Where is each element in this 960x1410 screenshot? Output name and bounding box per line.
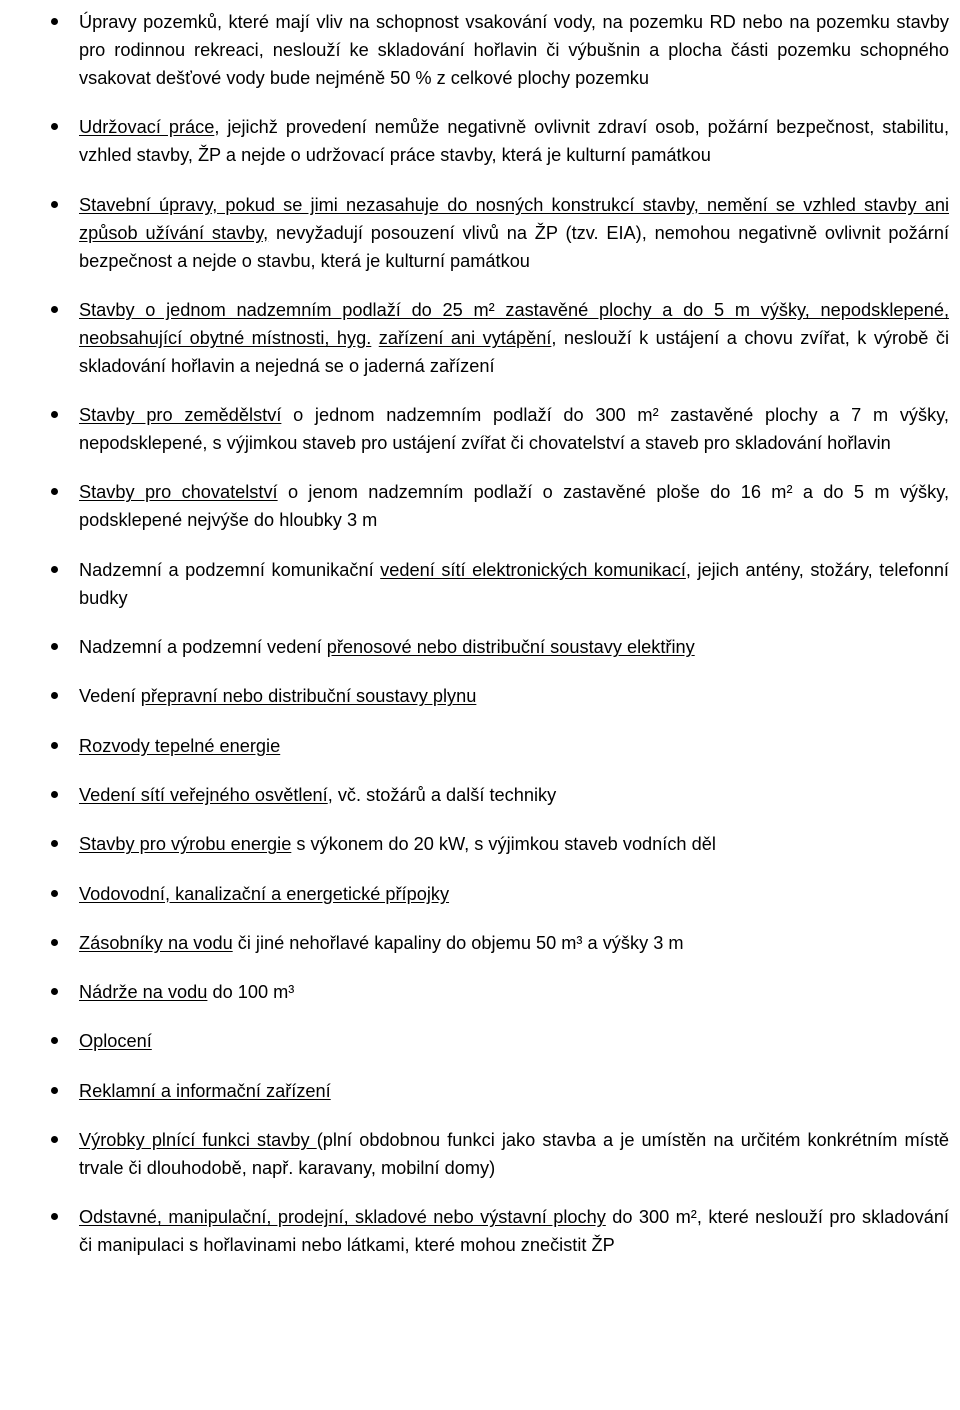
- underlined-term: Udržovací práce: [79, 117, 215, 138]
- text-run: Nadzemní a podzemní komunikační: [79, 559, 381, 580]
- bullet-icon: [51, 1087, 58, 1094]
- text-run: , neslouží k ustájení a chovu zvířat, k výrobě či skladování hořlavin a nejedná se o jaderná zařízení: [79, 327, 949, 376]
- underlined-term: Stavební úpravy, pokud se jimi nezasahuje do nosných konstrukcí stavby, nemění se vzhled stavby ani způsob užívání stavby,: [79, 194, 949, 243]
- bullet-icon: [51, 1037, 58, 1044]
- underlined-term: Stavby pro chovatelství: [79, 482, 278, 503]
- list-item: [0, 401, 949, 457]
- underlined-term: Stavby o jednom nadzemním podlaží do 25 m² zastavěné plochy a do 5 m výšky, nepodsklepené, neobsahující obytné místnosti, hyg.: [79, 299, 949, 348]
- text-run: Nadzemní a podzemní vedení: [79, 637, 327, 658]
- underlined-term: Reklamní a informační zařízení: [79, 1080, 331, 1101]
- text-run: o jednom nadzemním podlaží do 300 m² zastavěné plochy a 7 m výšky, nepodsklepené, s výjimkou staveb pro ustájení zvířat či chovatelství a staveb pro skladování hořlavin: [79, 405, 949, 454]
- bullet-icon: [51, 411, 58, 418]
- bullet-icon: [51, 742, 58, 749]
- bullet-icon: [51, 840, 58, 847]
- bullet-icon: [51, 988, 58, 995]
- list-item: [0, 830, 949, 858]
- underlined-term: přepravní nebo distribuční soustavy plynu: [140, 686, 477, 707]
- list-item: [0, 1203, 949, 1259]
- list-item: [0, 478, 949, 534]
- underlined-term: Výrobky plnící funkci stavby: [79, 1130, 317, 1151]
- text-run: o jenom nadzemním podlaží o zastavěné ploše do 16 m² a do 5 m výšky, podsklepené nejvýše do hloubky 3 m: [79, 482, 949, 531]
- list-item: [0, 682, 949, 710]
- text-run: , jejichž provedení nemůže negativně ovlivnit zdraví osob, požární bezpečnost, stabilitu, vzhled stavby, ŽP a nejde o udržovací práce stavby, která je kulturní památkou: [79, 117, 950, 166]
- underlined-term: Nádrže na vodu: [79, 982, 208, 1003]
- underlined-term: Stavby pro výrobu energie: [79, 834, 292, 855]
- bullet-icon: [51, 791, 58, 798]
- underlined-term: Vodovodní, kanalizační a energetické přípojky: [79, 883, 450, 904]
- bullet-icon: [51, 1213, 58, 1220]
- list-item: [0, 113, 949, 169]
- bullet-icon: [51, 306, 58, 313]
- list-item: [0, 929, 949, 957]
- text-run: do 100 m³: [207, 982, 295, 1003]
- underlined-term: Oplocení: [79, 1031, 152, 1052]
- bullet-icon: [51, 18, 58, 25]
- underlined-term: Stavby pro zemědělství: [79, 405, 282, 426]
- bullet-icon: [51, 692, 58, 699]
- text-run: , vč. stožárů a další techniky: [327, 784, 557, 805]
- underlined-term: Zásobníky na vodu: [79, 932, 233, 953]
- list-item: [0, 296, 949, 380]
- bullet-list: [0, 8, 949, 1259]
- bullet-icon: [51, 201, 58, 208]
- list-item: [0, 1126, 949, 1182]
- bullet-icon: [51, 1136, 58, 1143]
- text-run: nevyžadují posouzení vlivů na ŽP (tzv. EIA), nemohou negativně ovlivnit požární bezpečnost a nejde o stavbu, která je kulturní památkou: [79, 222, 950, 271]
- underlined-term: vedení sítí elektronických komunikací: [380, 559, 686, 580]
- text-run: či jiné nehořlavé kapaliny do objemu 50 m³ a výšky 3 m: [232, 932, 684, 953]
- bullet-icon: [51, 123, 58, 130]
- underlined-term: Odstavné, manipulační, prodejní, skladové nebo výstavní plochy: [79, 1207, 606, 1228]
- bullet-icon: [51, 488, 58, 495]
- list-item: [0, 8, 949, 92]
- underlined-term: přenosové nebo distribuční soustavy elektřiny: [326, 637, 695, 658]
- text-run: s výkonem do 20 kW, s výjimkou staveb vodních děl: [291, 834, 716, 855]
- bullet-icon: [51, 890, 58, 897]
- text-run: , jejich antény, stožáry, telefonní budky: [79, 559, 949, 608]
- text-run: Vedení: [79, 686, 141, 707]
- list-item: [0, 1027, 949, 1055]
- bullet-icon: [51, 939, 58, 946]
- list-item: [0, 732, 949, 760]
- underlined-term: zařízení ani vytápění: [378, 327, 552, 348]
- bullet-icon: [51, 643, 58, 650]
- list-item: [0, 1077, 949, 1105]
- text-run: [371, 328, 378, 348]
- list-item: [0, 556, 949, 612]
- underlined-term: Vedení sítí veřejného osvětlení: [79, 784, 328, 805]
- list-item: [0, 191, 949, 275]
- list-item: [0, 880, 949, 908]
- text-run: do 300 m², které neslouží pro skladování či manipulaci s hořlavinami nebo látkami, které mohou znečistit ŽP: [79, 1207, 949, 1256]
- list-item: [0, 781, 949, 809]
- text-run: (plní obdobnou funkci jako stavba a je umístěn na určitém konkrétním místě trvale či dlouhodobě, např. karavany, mobilní domy): [79, 1130, 949, 1179]
- list-item: [0, 633, 949, 661]
- list-item: [0, 978, 949, 1006]
- text-run: Úpravy pozemků, které mají vliv na schopnost vsakování vody, na pozemku RD nebo na pozemku stavby pro rodinnou rekreaci, neslouží ke skladování hořlavin či výbušnin a plocha části pozemku schopného vsakovat dešťové vody bude nejméně 50 % z celkové plochy pozemku: [79, 12, 949, 88]
- underlined-term: Rozvody tepelné energie: [79, 735, 281, 756]
- bullet-icon: [51, 566, 58, 573]
